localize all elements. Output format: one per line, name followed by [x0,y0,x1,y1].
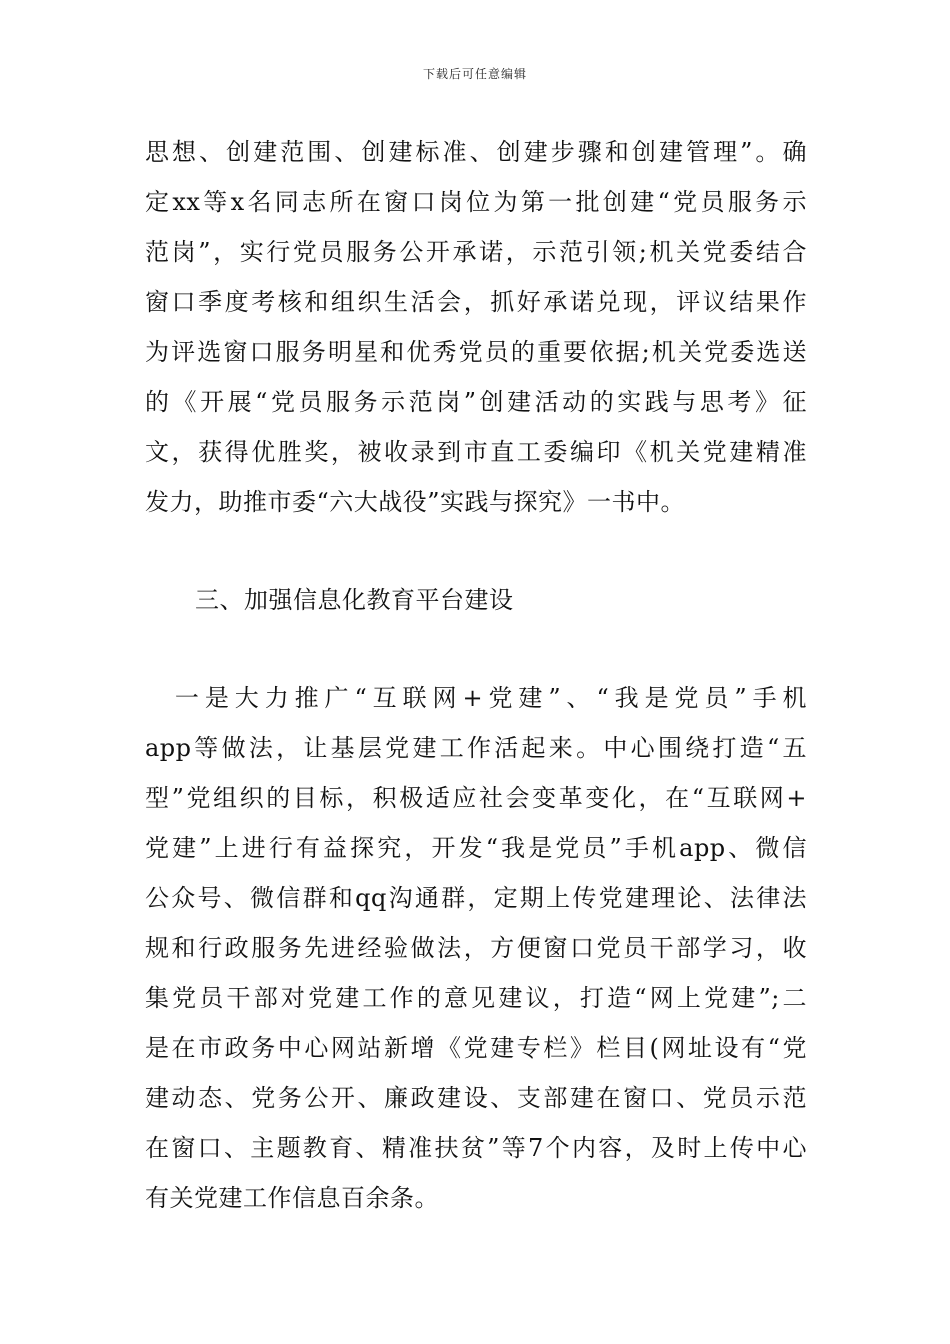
paragraph-line: app等做法，让基层党建工作活起来。中心围绕打造“五 [145,734,807,762]
paragraph-line: 发力，助推市委“六大战役”实践与探究》一书中。 [145,488,686,516]
paragraph-2 [145,673,807,1223]
header-note: 下载后可任意编辑 [422,67,527,81]
paragraph-line: 党建”上进行有益探究，开发“我是党员”手机app、微信 [145,834,807,862]
paragraph-line: 型”党组织的目标，积极适应社会变革变化，在“互联网+ [145,784,807,812]
paragraph-line: 集党员干部对党建工作的意见建议，打造“网上党建”;二 [145,984,807,1012]
paragraph-line: 公众号、微信群和qq沟通群，定期上传党建理论、法律法 [145,884,807,912]
paragraph-1 [145,127,807,527]
paragraph-line: 有关党建工作信息百余条。 [145,1184,439,1212]
paragraph-line: 在窗口、主题教育、精准扶贫”等7个内容，及时上传中心 [145,1134,807,1162]
paragraph-line: 窗口季度考核和组织生活会，抓好承诺兑现，评议结果作 [145,288,807,316]
paragraph-line: 规和行政服务先进经验做法，方便窗口党员干部学习，收 [145,934,807,962]
paragraph-line: 文，获得优胜奖，被收录到市直工委编印《机关党建精准 [145,438,807,466]
paragraph-line: 一是大力推广“互联网+党建”、“我是党员”手机 [145,684,807,712]
paragraph-line: 思想、创建范围、创建标准、创建步骤和创建管理”。确 [145,138,807,166]
paragraph-line: 为评选窗口服务明星和优秀党员的重要依据;机关党委选送 [145,338,807,366]
paragraph-line: 的《开展“党员服务示范岗”创建活动的实践与思考》征 [145,388,807,416]
paragraph-line: 范岗”，实行党员服务公开承诺，示范引领;机关党委结合 [145,238,807,266]
section-heading: 三、加强信息化教育平台建设 [195,586,514,614]
paragraph-line: 定xx等x名同志所在窗口岗位为第一批创建“党员服务示 [145,188,807,216]
paragraph-line: 建动态、党务公开、廉政建设、支部建在窗口、党员示范 [145,1084,807,1112]
paragraph-line: 是在市政务中心网站新增《党建专栏》栏目(网址设有“党 [145,1034,807,1062]
